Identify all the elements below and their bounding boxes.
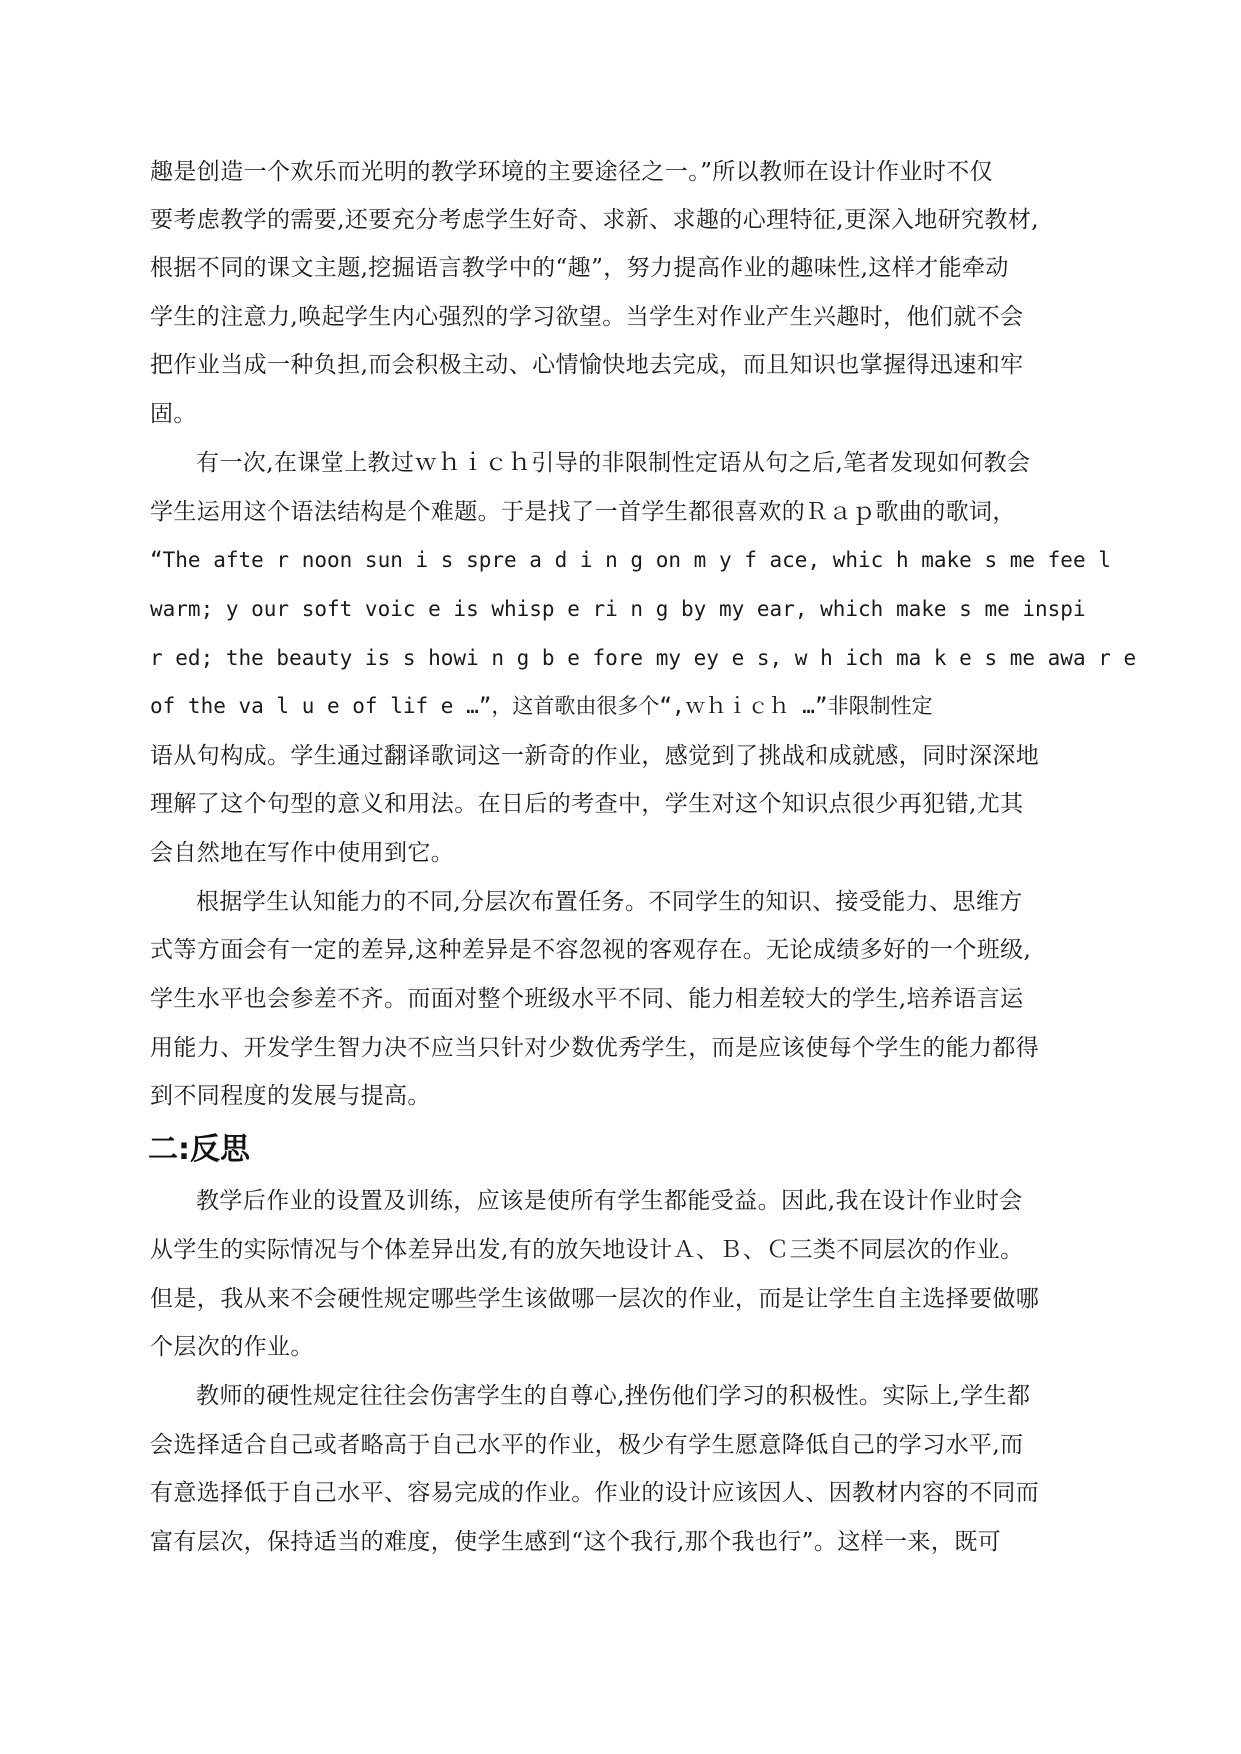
paragraph-line: 会选择适合自己或者略高于自己水平的作业，极少有学生愿意降低自己的学习水平,而 (150, 1432, 1024, 1458)
paragraph-line: 学生运用这个语法结构是个难题。于是找了一首学生都很喜欢的Ｒａｐ歌曲的歌词， (150, 499, 1016, 525)
paragraph-line: 把作业当成一种负担,而会积极主动、心情愉快地去完成，而且知识也掌握得迅速和牢 (150, 352, 1024, 378)
paragraph-line: 趣是创造一个欢乐而光明的教学环境的主要途径之一。”所以教师在设计作业时不仅 (150, 159, 994, 185)
paragraph-line: 用能力、开发学生智力决不应当只针对少数优秀学生，而是应该使每个学生的能力都得 (150, 1035, 1040, 1061)
paragraph-line: 学生水平也会参差不齐。而面对整个班级水平不同、能力相差较大的学生,培养语言运 (150, 986, 1024, 1012)
paragraph-line: 个层次的作业。 (150, 1334, 314, 1360)
paragraph-line: 富有层次，保持适当的难度，使学生感到“这个我行,那个我也行”。这样一来，既可 (150, 1529, 1002, 1555)
paragraph-line: 固。 (150, 401, 197, 427)
paragraph-line: 会自然地在写作中使用到它。 (150, 840, 455, 866)
lyrics-line: “The afte r noon sun i s spre a d i n g on m y f ace, whic h make s me fee l (150, 548, 1111, 572)
lyrics-line: warm; y our soft voic e is whisp e ri n g by my ear, which make s me inspi (150, 597, 1086, 621)
paragraph-line: 理解了这个句型的意义和用法。在日后的考查中，学生对这个知识点很少再犯错,尤其 (150, 791, 1024, 817)
paragraph-line: 有意选择低于自己水平、容易完成的作业。作业的设计应该因人、因教材内容的不同而 (150, 1480, 1040, 1506)
lyrics-line: of the va l u e of lif e …”，这首歌由很多个“,ｗｈｉｃｈ …”非限制性定 (150, 694, 933, 718)
paragraph-line: 要考虑教学的需要,还要充分考虑学生好奇、求新、求趣的心理特征,更深入地研究教材, (150, 207, 1039, 233)
section-heading: 二:反思 (148, 1132, 250, 1167)
paragraph-line: 从学生的实际情况与个体差异出发,有的放矢地设计Ａ、Ｂ、Ｃ三类不同层次的作业。 (150, 1237, 1024, 1263)
paragraph-line: 根据学生认知能力的不同,分层次布置任务。不同学生的知识、接受能力、思维方 (196, 889, 1023, 915)
paragraph-line: 学生的注意力,唤起学生内心强烈的学习欲望。当学生对作业产生兴趣时，他们就不会 (150, 304, 1024, 330)
paragraph-line: 教学后作业的设置及训练，应该是使所有学生都能受益。因此,我在设计作业时会 (196, 1188, 1023, 1214)
paragraph-line: 根据不同的课文主题,挖掘语言教学中的“趣”，努力提高作业的趣味性,这样才能牵动 (150, 255, 1009, 281)
paragraph-line: 有一次,在课堂上教过ｗｈｉｃｈ引导的非限制性定语从句之后,笔者发现如何教会 (196, 450, 1031, 476)
paragraph-line: 教师的硬性规定往往会伤害学生的自尊心,挫伤他们学习的积极性。实际上,学生都 (196, 1383, 1031, 1409)
paragraph-line: 语从句构成。学生通过翻译歌词这一新奇的作业，感觉到了挑战和成就感，同时深深地 (150, 743, 1040, 769)
paragraph-line: 到不同程度的发展与提高。 (150, 1083, 431, 1109)
lyrics-line: r ed; the beauty is s howi n g b e fore my ey e s, w h ich ma k e s me awa r e (150, 646, 1137, 670)
paragraph-line: 但是，我从来不会硬性规定哪些学生该做哪一层次的作业，而是让学生自主选择要做哪 (150, 1286, 1040, 1312)
paragraph-line: 式等方面会有一定的差异,这种差异是不容忽视的客观存在。无论成绩多好的一个班级, (150, 937, 1032, 963)
